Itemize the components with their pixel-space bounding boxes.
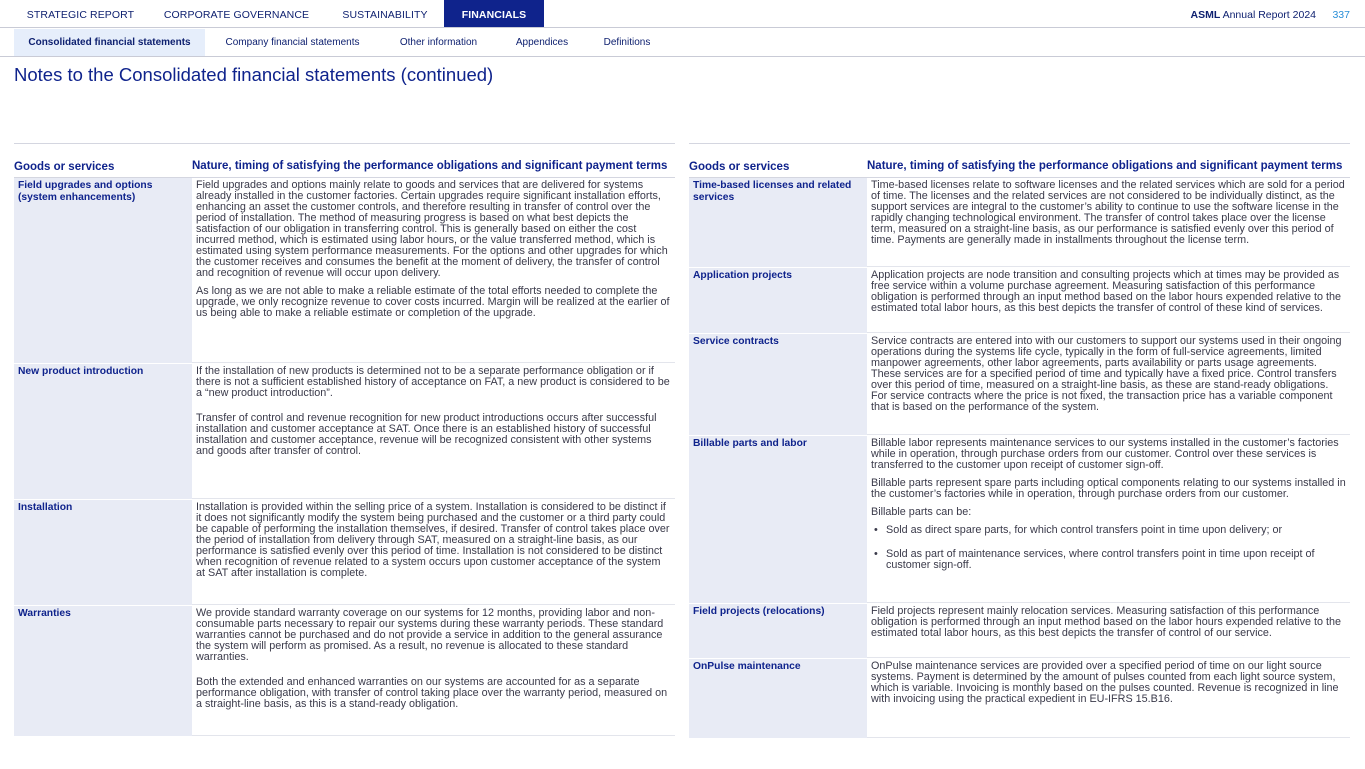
paragraph: Application projects are node transition and consulting projects which at times may be provided as free service within a volume purchase agreement. Measuring satisfaction of this performance obligation is performed through an input method based on the labor hours expended relative to the estimated total labor hours, as this best depicts the transfer of control of these kind of services. <box>871 269 1341 314</box>
paragraph: Billable parts represent spare parts including optical components relating to our systems installed in the customer’s factories while in operation, through purchase orders from our customer. <box>871 477 1346 500</box>
bullet-item <box>871 525 1346 536</box>
paragraph: OnPulse maintenance services are provided over a specified period of time on our light source systems. Payment is determined by the amount of pulses counted from each light source system, which is variable. Invoicing is monthly based on the pulses counted. Revenue is recognized in line with invoicing using the practical expedient in EU-IFRS 15.B16. <box>871 660 1339 705</box>
subnav-definitions[interactable]: Definitions <box>603 37 651 48</box>
row-label: Field projects (relocations) <box>689 604 867 658</box>
report-brand <box>1191 9 1317 21</box>
row-label: Field upgrades and options (system enhancements) <box>14 178 192 363</box>
row-label: Warranties <box>14 606 192 736</box>
table-row <box>14 606 675 737</box>
paragraph: Transfer of control and revenue recognition for new product introductions occurs after successful installation and customer acceptance at SAT. Once there is an established history of successful installation and customer acceptance, revenue will be recognized consistent with other systems and goods after transfer of control. <box>196 412 657 457</box>
row-description <box>867 659 1350 738</box>
table-row <box>689 268 1350 334</box>
row-description <box>867 334 1350 435</box>
bullet-text: Sold as direct spare parts, for which control transfers point in time upon delivery; or <box>886 524 1283 536</box>
paragraph: Field upgrades and options mainly relate to goods and services that are delivered for systems already installed in the customer factories. Certain upgrades require significant installation efforts, enhancing an asset the customer controls, and therefore resulting in transfer of control over the period of installation. The method of measuring progress is based on what best depicts the satisfaction of our obligation in transferring control. This is generally based on either the cost incurred method, which is estimated using labor hours, or the value transferred method, which is estimated using system performance measurements. For the options and other upgrades for which the customer receives and consumes the benefit at the moment of delivery, the transfer of control and recognition of revenue will occur upon delivery. <box>196 179 668 279</box>
paragraph: Installation is provided within the selling price of a system. Installation is considered to be distinct if it does not significantly modify the system being purchased and the customer or a third party could be capable of performing the installation themselves, if desired. Transfer of control takes place over the period of installation from delivery through SAT, measured on a straight-line basis, as our performance is satisfied evenly over this period of time. Installation is not considered to be distinct when recognition of revenue related to a system occurs upon customer acceptance of the system at SAT after installation is complete. <box>196 501 670 579</box>
paragraph: Both the extended and enhanced warranties on our systems are accounted for as a separate performance obligation, with transfer of control taking place over the warranty period, measured on a straight-line basis, as this is a stand-ready obligation. <box>196 676 668 710</box>
paragraph: Billable parts can be: <box>871 506 972 518</box>
row-label: New product introduction <box>14 364 192 499</box>
header-goods-or-services: Goods or services <box>689 161 790 173</box>
subnav-other-information[interactable]: Other information <box>399 37 478 48</box>
row-description <box>192 606 675 736</box>
row-label: Service contracts <box>689 334 867 435</box>
row-description <box>867 604 1350 658</box>
top-navigation <box>0 0 1365 28</box>
row-description <box>192 500 675 605</box>
paragraph: Field projects represent mainly relocation services. Measuring satisfaction of this performance obligation is performed through an input method based on the labor hours expended relative to the estimated total labor hours, as this best depicts the transfer of control of our service. <box>871 605 1341 639</box>
report-name: Annual Report 2024 <box>1222 9 1316 21</box>
tab-financials[interactable]: FINANCIALS <box>444 0 544 27</box>
left-table <box>14 143 675 737</box>
row-description <box>867 178 1350 267</box>
table-row <box>689 178 1350 268</box>
bullet-item <box>871 549 1346 571</box>
paragraph: We provide standard warranty coverage on our systems for 12 months, providing labor and non-consumable parts necessary to repair our systems during these warranty periods. These standard warranties cannot be purchased and do not provide a service in addition to the general assurance the system will perform as promised. As a result, no revenue is allocated to these standard warranties. <box>196 607 664 663</box>
tab-strategic-report[interactable]: STRATEGIC REPORT <box>26 9 135 21</box>
tab-sustainability[interactable]: SUSTAINABILITY <box>342 9 428 21</box>
paragraph: Service contracts are entered into with our customers to support our systems used in their ongoing operations during the systems life cycle, typically in the form of full-service agreements, limited manpower agreements, other labor agreements, parts availability or parts usage agreements. These services are for a specified period of time and typically have a fixed price. Control transfers over this period of time, measured on a straight-line basis, as these are stand-ready obligations. For service contracts where the price is not fixed, the transaction price has a variable component that is based on the performance of the system. <box>871 335 1342 413</box>
sub-navigation <box>0 29 1365 57</box>
row-label: OnPulse maintenance <box>689 659 867 738</box>
row-description <box>192 178 675 363</box>
page-number: 337 <box>1332 9 1350 21</box>
paragraph: As long as we are not able to make a reliable estimate of the total efforts needed to complete the upgrade, we only recognize revenue to cover costs incurred. Margin will be realized at the earlier of us being able to make a reliable estimate or completion of the upgrade. <box>196 285 670 319</box>
table-header <box>14 144 675 178</box>
page-title: Notes to the Consolidated financial statements (continued) <box>14 64 494 85</box>
header-nature-timing: Nature, timing of satisfying the performance obligations and significant payment terms <box>192 160 668 172</box>
table-row <box>689 659 1350 739</box>
brand-name: ASML <box>1190 9 1221 21</box>
row-description <box>867 268 1350 333</box>
table-row <box>14 178 675 364</box>
table-row <box>689 436 1350 604</box>
bullet-dot-icon: • <box>874 524 878 536</box>
subnav-company-financial-statements[interactable]: Company financial statements <box>225 37 360 48</box>
subnav-consolidated-financial-statements[interactable]: Consolidated financial statements <box>14 29 205 56</box>
table-row <box>14 500 675 606</box>
table-row <box>689 334 1350 436</box>
paragraph: If the installation of new products is determined not to be a separate performance obligation or if there is not a sufficient established history of acceptance on FAT, a new product is considered to be a “new product introduction”. <box>196 365 670 399</box>
subnav-appendices[interactable]: Appendices <box>515 37 569 48</box>
bullet-text: Sold as part of maintenance services, where control transfers point in time upon receipt of customer sign-off. <box>886 548 1315 571</box>
table-row <box>689 604 1350 659</box>
table-row <box>14 364 675 500</box>
row-label: Installation <box>14 500 192 605</box>
paragraph: Billable labor represents maintenance services to our systems installed in the customer’s factories while in operation, through purchase orders from our customer. Control over these services is transferred to the customer upon receipt of customer sign-off. <box>871 437 1339 471</box>
header-nature-timing: Nature, timing of satisfying the performance obligations and significant payment terms <box>867 160 1343 172</box>
row-description <box>867 436 1350 603</box>
right-table <box>689 143 1350 739</box>
header-goods-or-services: Goods or services <box>14 161 115 173</box>
tab-corporate-governance[interactable]: CORPORATE GOVERNANCE <box>163 9 310 21</box>
row-label: Time-based licenses and related services <box>689 178 867 267</box>
row-label: Application projects <box>689 268 867 333</box>
paragraph: Time-based licenses relate to software licenses and the related services which are sold for a period of time. The licenses and the related services are not considered to be individually distinct, as the support services are integral to the customer’s ability to continue to use the software license in the rapidly changing technological environment. The transfer of control takes place over the license term, measured on a straight-line basis, as our performance is satisfied evenly over this period of time. Payments are generally made in installments throughout the license term. <box>871 179 1345 246</box>
row-description <box>192 364 675 499</box>
table-header <box>689 144 1350 178</box>
row-label: Billable parts and labor <box>689 436 867 603</box>
bullet-dot-icon: • <box>874 548 878 560</box>
